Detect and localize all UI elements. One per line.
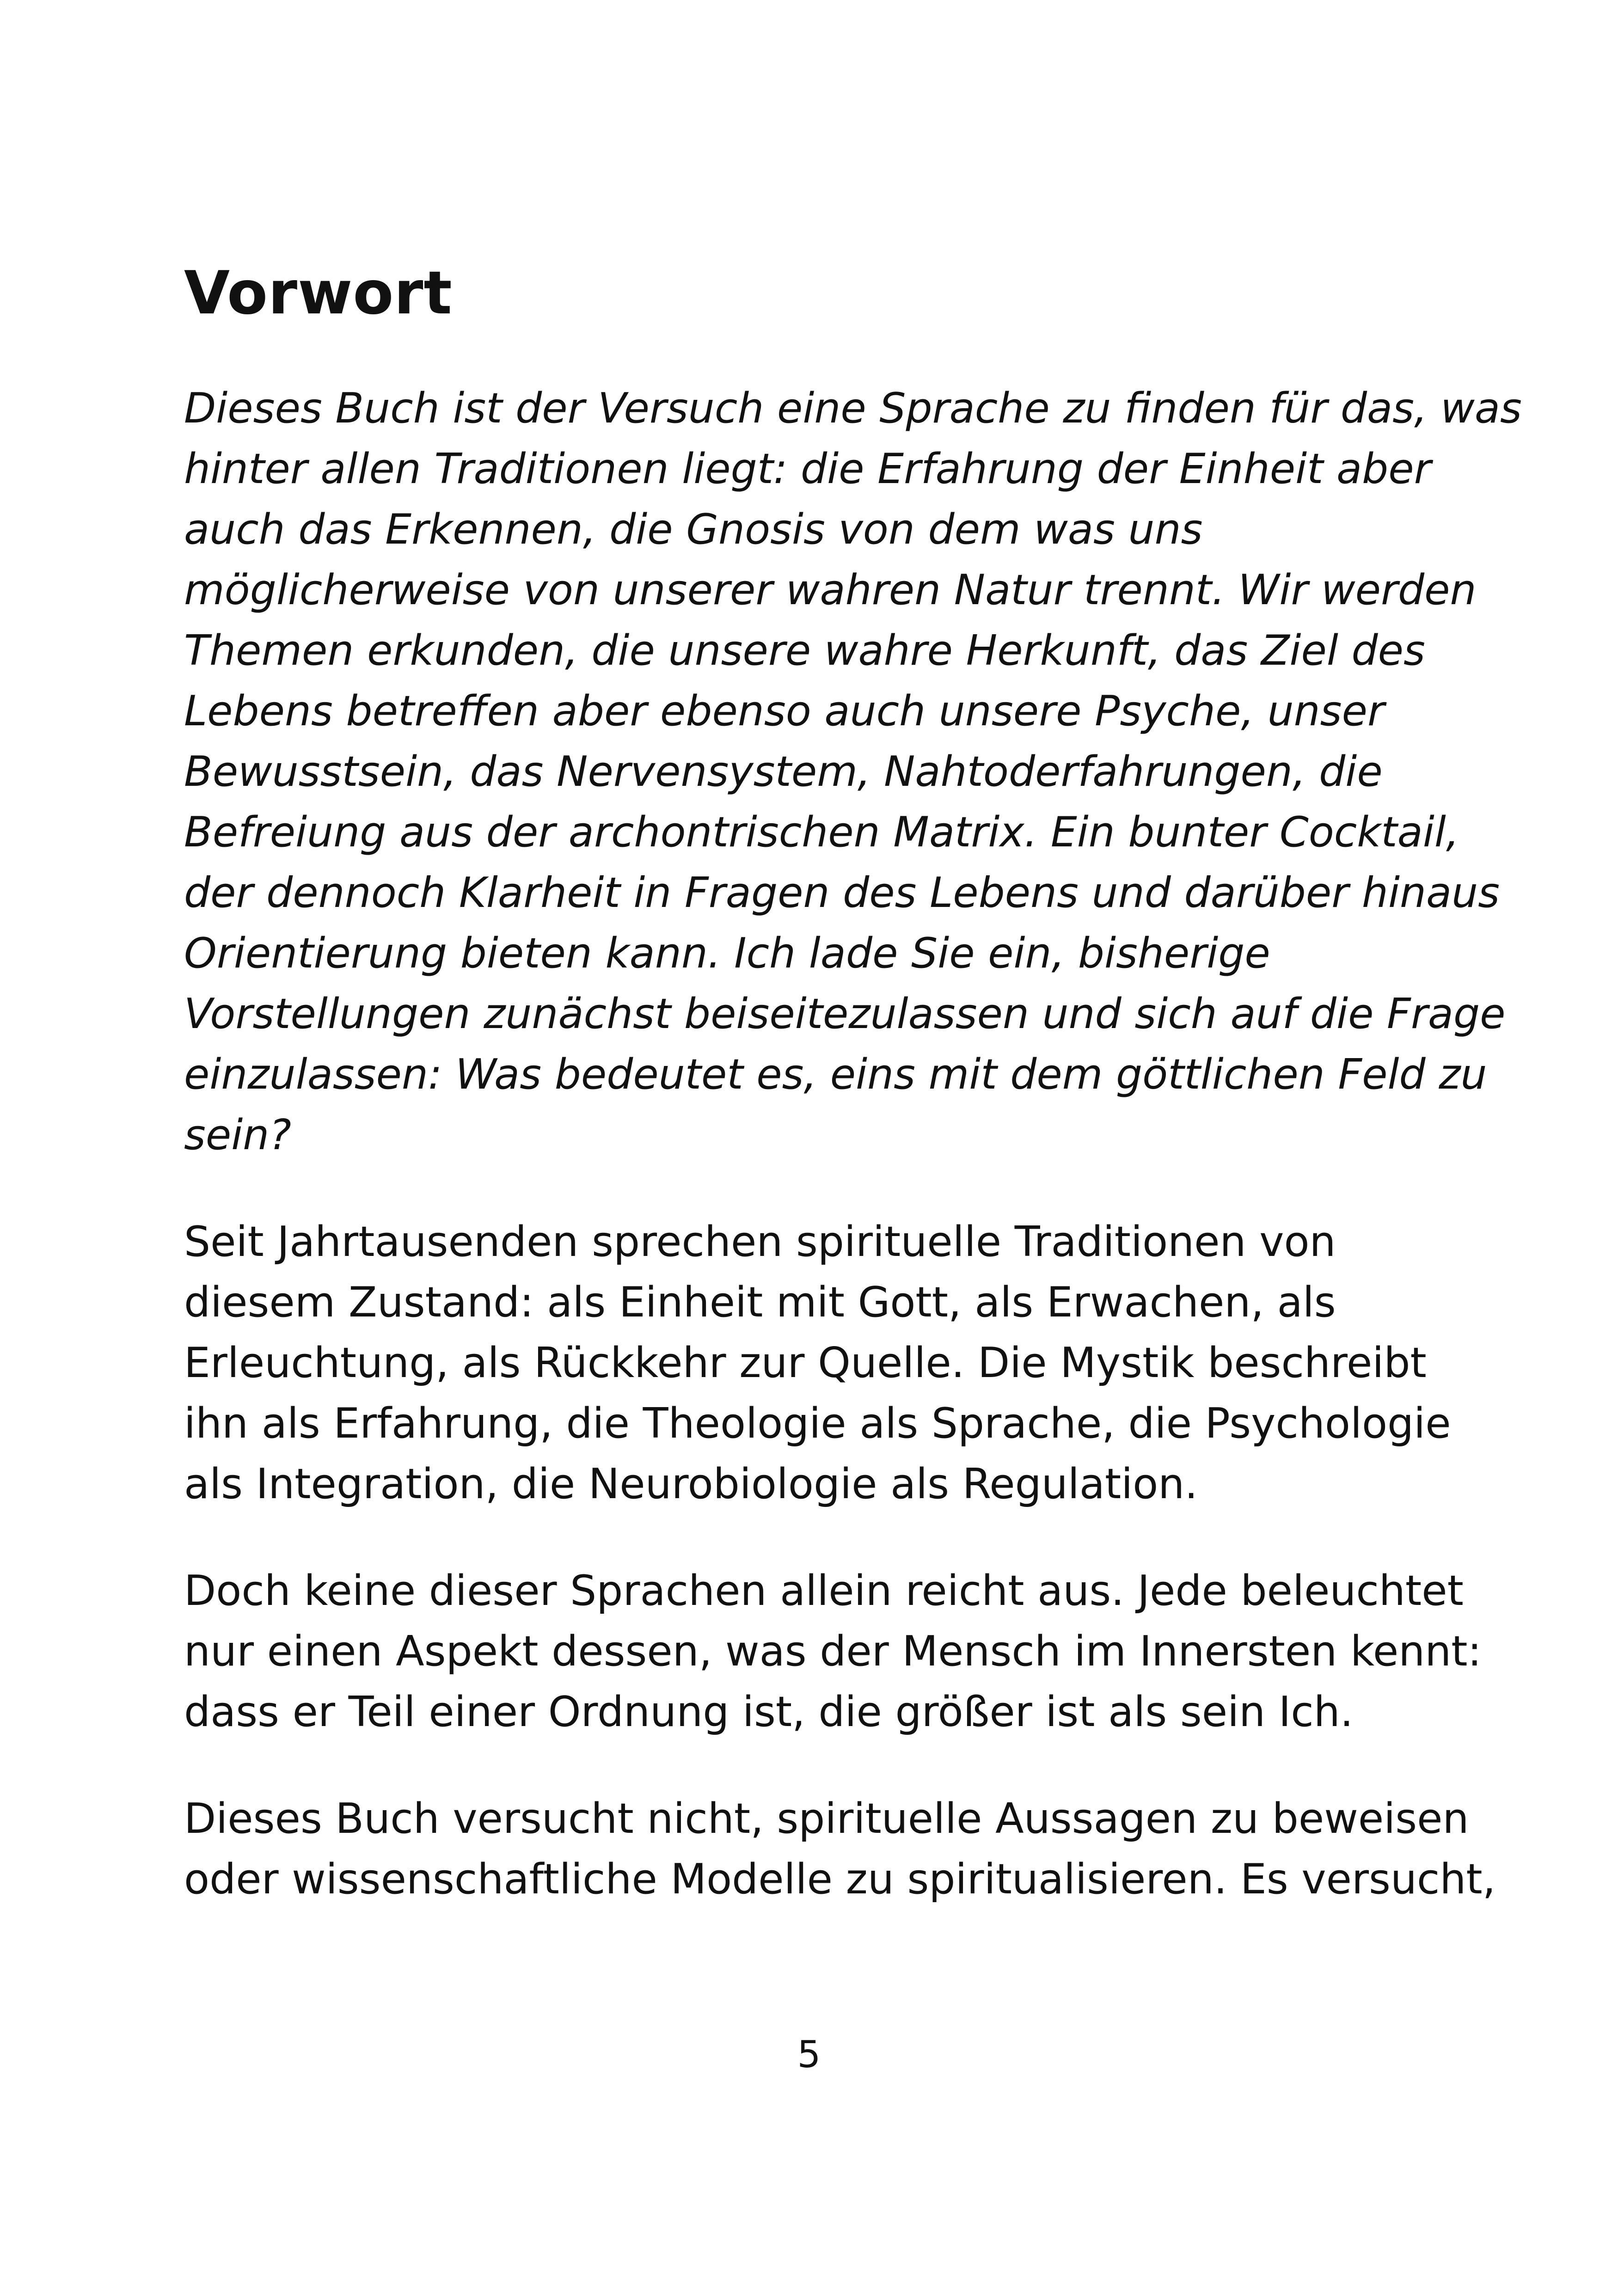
intro-line: auch das Erkennen, die Gnosis von dem was uns	[184, 505, 1203, 554]
intro-line: möglicherweise von unserer wahren Natur trennt. Wir werden	[184, 566, 1477, 614]
intro-line: sein?	[184, 1111, 292, 1159]
body-line: diesem Zustand: als Einheit mit Gott, als Erwachen, als	[184, 1278, 1336, 1327]
body-line: dass er Teil einer Ordnung ist, die größer ist als sein Ich.	[184, 1688, 1354, 1736]
intro-line: hinter allen Traditionen liegt: die Erfahrung der Einheit aber	[184, 445, 1431, 493]
body-line: oder wissenschaftliche Modelle zu spiritualisieren. Es versucht,	[184, 1855, 1496, 1904]
intro-line: Orientierung bieten kann. Ich lade Sie ein, bisherige	[184, 929, 1270, 978]
body-paragraph-2	[184, 1561, 1482, 1742]
page-number: 5	[797, 2033, 821, 2076]
intro-line: Befreiung aus der archontrischen Matrix. Ein bunter Cocktail,	[184, 808, 1459, 857]
intro-paragraph	[184, 378, 1522, 1165]
page-content	[184, 259, 1522, 1956]
intro-line: Dieses Buch ist der Versuch eine Sprache zu finden für das, was	[184, 384, 1522, 433]
intro-line: Vorstellungen zunächst beiseitezulassen und sich auf die Frage	[184, 990, 1506, 1038]
body-line: Seit Jahrtausenden sprechen spirituelle Traditionen von	[184, 1218, 1336, 1266]
body-line: nur einen Aspekt dessen, was der Mensch im Innersten kennt:	[184, 1627, 1482, 1676]
body-line: Erleuchtung, als Rückkehr zur Quelle. Die Mystik beschreibt	[184, 1339, 1427, 1387]
body-line: als Integration, die Neurobiologie als Regulation.	[184, 1460, 1198, 1508]
intro-line: Bewusstsein, das Nervensystem, Nahtoderfahrungen, die	[184, 747, 1383, 796]
intro-line: einzulassen: Was bedeutet es, eins mit dem göttlichen Feld zu	[184, 1050, 1487, 1099]
body-line: Dieses Buch versucht nicht, spirituelle Aussagen zu beweisen	[184, 1794, 1469, 1843]
intro-line: Lebens betreffen aber ebenso auch unsere Psyche, unser	[184, 687, 1385, 735]
intro-line: der dennoch Klarheit in Fragen des Lebens und darüber hinaus	[184, 869, 1500, 917]
chapter-title: Vorwort	[184, 259, 453, 328]
intro-line: Themen erkunden, die unsere wahre Herkunft, das Ziel des	[184, 626, 1425, 675]
body-paragraph-3	[184, 1788, 1496, 1910]
body-paragraph-1	[184, 1212, 1451, 1514]
body-line: ihn als Erfahrung, die Theologie als Sprache, die Psychologie	[184, 1399, 1451, 1448]
body-line: Doch keine dieser Sprachen allein reicht aus. Jede beleuchtet	[184, 1567, 1464, 1615]
